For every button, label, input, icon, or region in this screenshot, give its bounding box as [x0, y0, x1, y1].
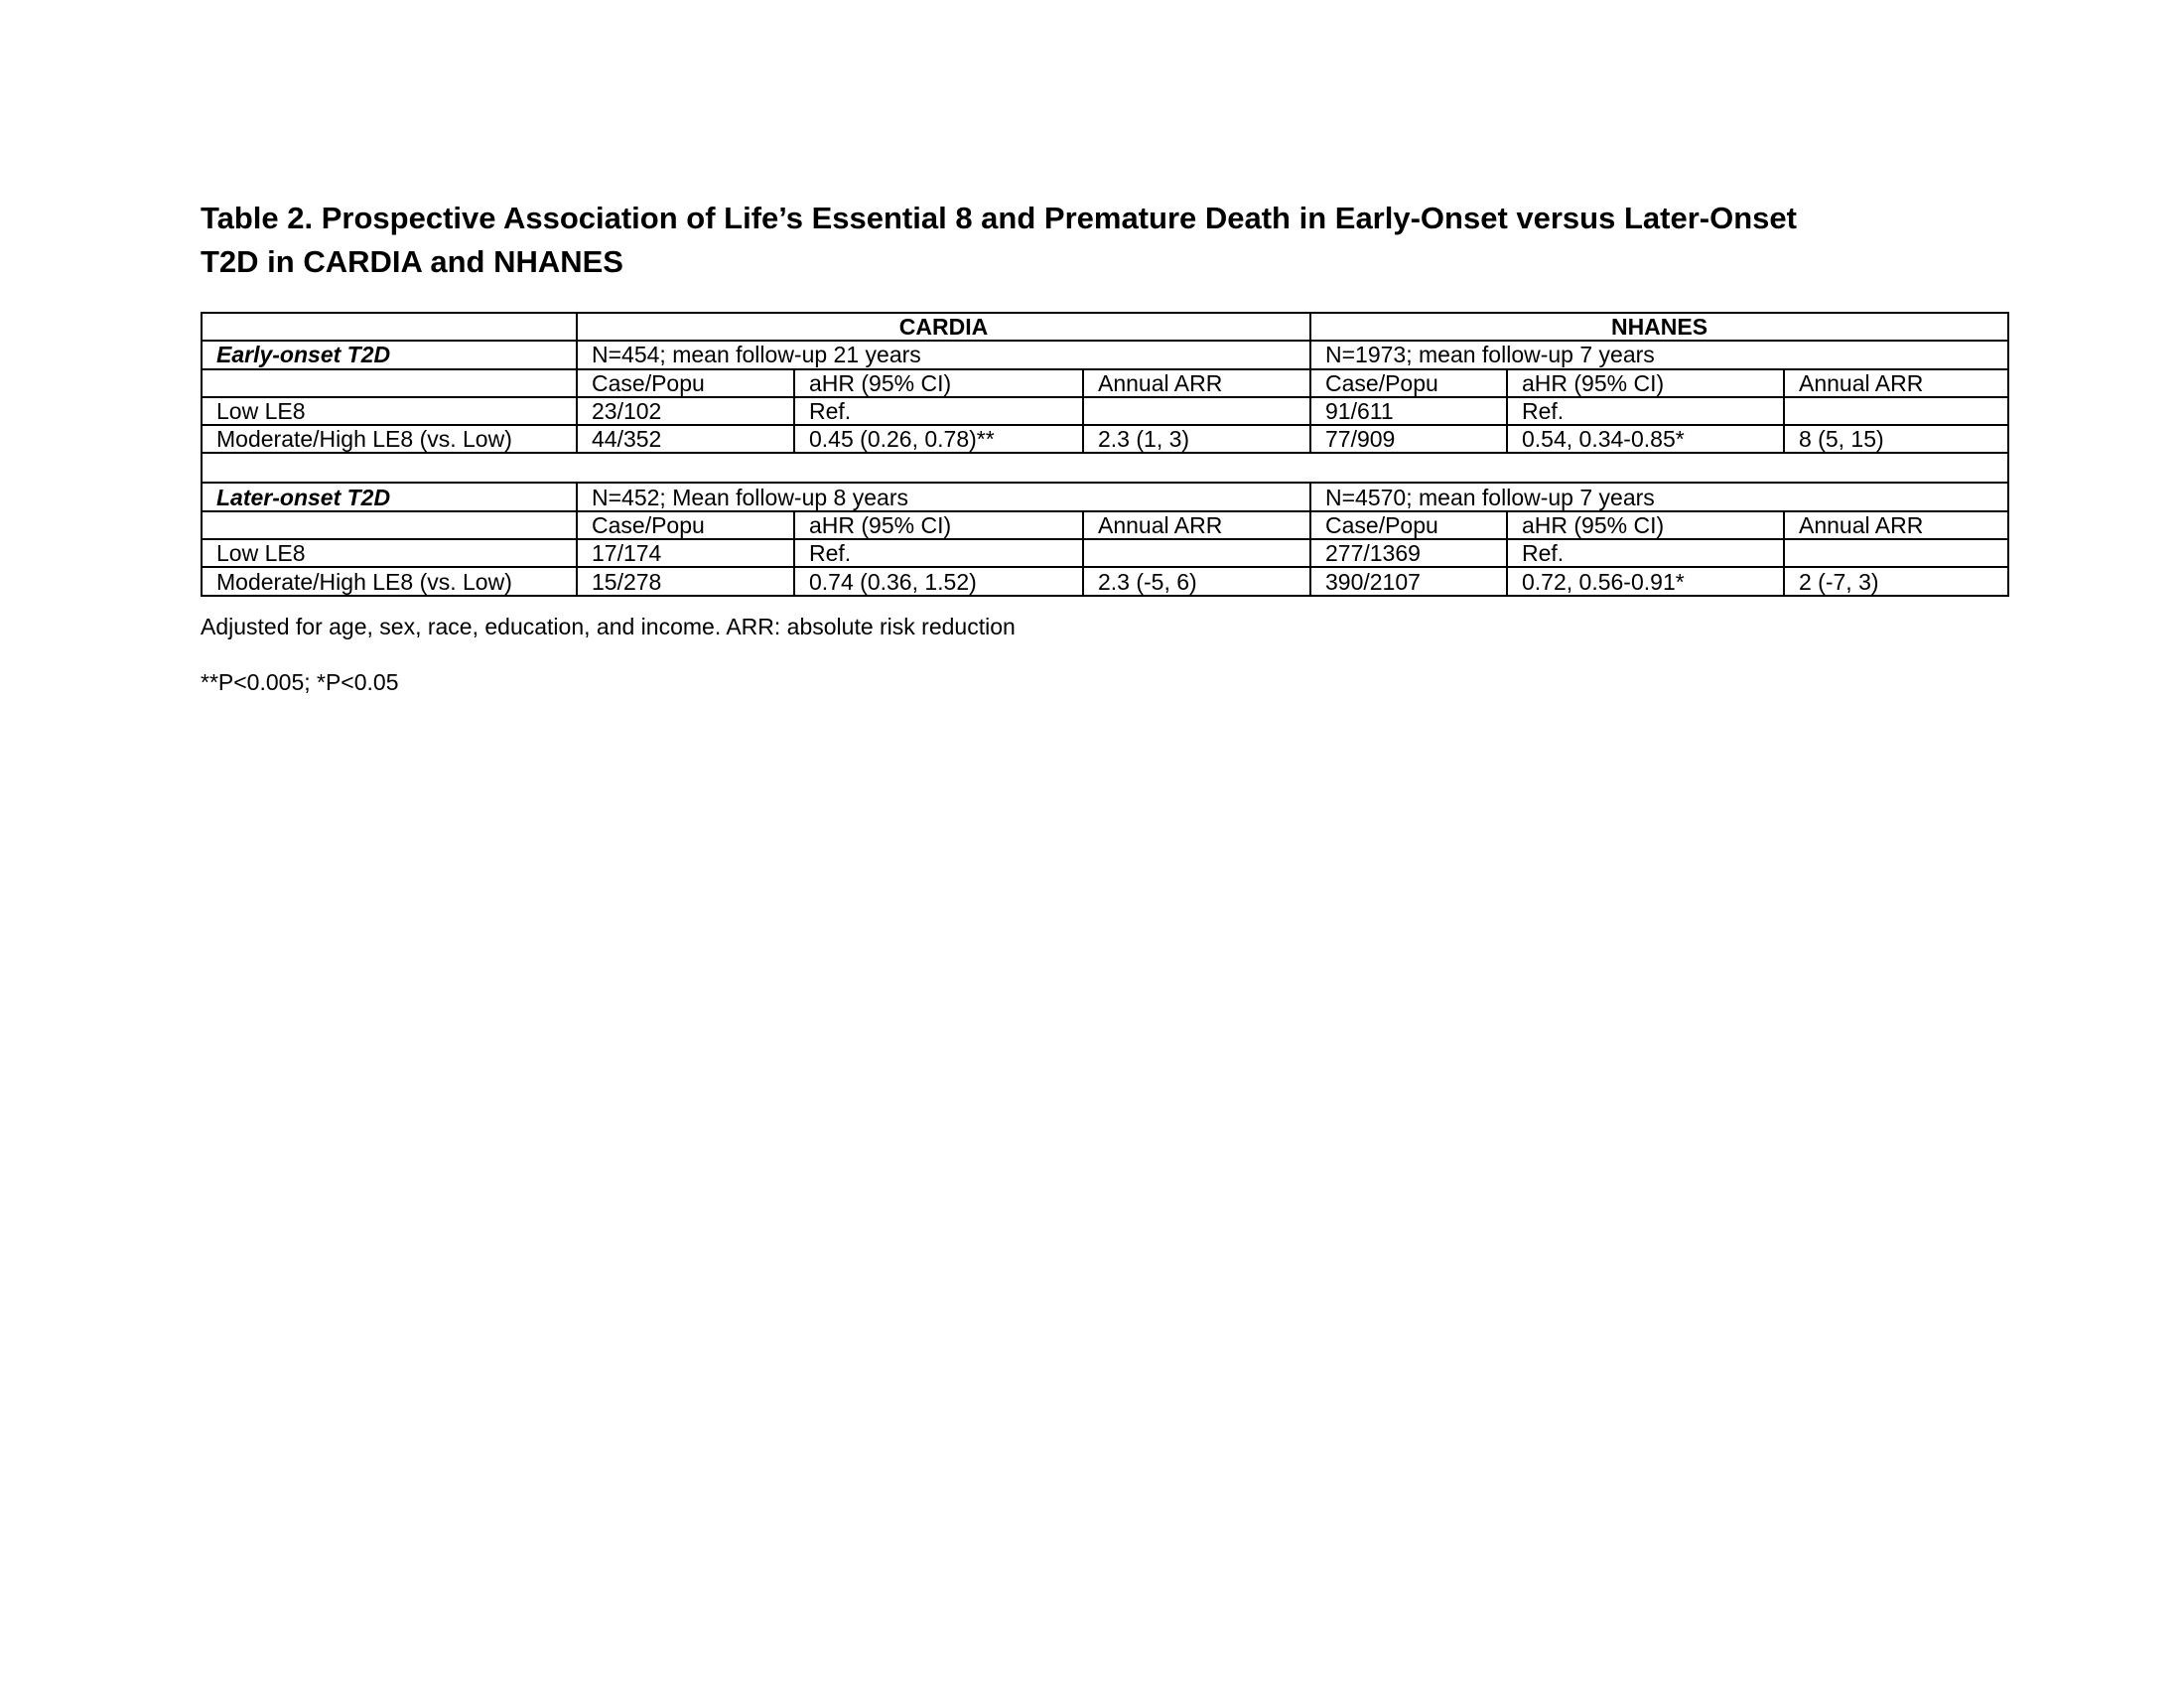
- section-header-row: [202, 341, 2008, 368]
- column-header: aHR (95% CI): [794, 511, 1083, 539]
- table-cell: [1784, 397, 2008, 425]
- row-label: Moderate/High LE8 (vs. Low): [202, 425, 577, 453]
- table-cell: Ref.: [1507, 397, 1784, 425]
- cohort-header-cardia: CARDIA: [577, 313, 1310, 341]
- table-title: [201, 197, 2027, 284]
- empty-cell: [202, 453, 2008, 483]
- cohort-header-nhanes: NHANES: [1310, 313, 2008, 341]
- table-row: [202, 539, 2008, 567]
- column-header: Case/Popu: [577, 369, 794, 397]
- significance-footnote: **P<0.005; *P<0.05: [201, 669, 399, 695]
- cardia-sample-info: N=452; Mean follow-up 8 years: [577, 483, 1310, 510]
- table-cell: 0.54, 0.34-0.85*: [1507, 425, 1784, 453]
- column-header: Annual ARR: [1083, 511, 1310, 539]
- table-cell: 2.3 (-5, 6): [1083, 567, 1310, 595]
- cohort-header-row: [202, 313, 2008, 341]
- table-title-line-1: Table 2. Prospective Association of Life’s Essential 8 and Premature Death in Early-Onset versus Later-Onset: [201, 201, 1797, 235]
- table-cell: 77/909: [1310, 425, 1507, 453]
- nhanes-sample-info: N=1973; mean follow-up 7 years: [1310, 341, 2008, 368]
- table-cell: 2 (-7, 3): [1784, 567, 2008, 595]
- table-cell: 390/2107: [1310, 567, 1507, 595]
- table-cell: 277/1369: [1310, 539, 1507, 567]
- row-label: Low LE8: [202, 539, 577, 567]
- table-cell: 91/611: [1310, 397, 1507, 425]
- column-header-row: [202, 369, 2008, 397]
- section-header-row: [202, 483, 2008, 510]
- section-label: Early-onset T2D: [202, 341, 577, 368]
- column-header: Annual ARR: [1784, 369, 2008, 397]
- table-cell: 0.45 (0.26, 0.78)**: [794, 425, 1083, 453]
- column-header: aHR (95% CI): [1507, 369, 1784, 397]
- nhanes-sample-info: N=4570; mean follow-up 7 years: [1310, 483, 2008, 510]
- section-label: Later-onset T2D: [202, 483, 577, 510]
- table-cell: 0.72, 0.56-0.91*: [1507, 567, 1784, 595]
- column-header: Annual ARR: [1784, 511, 2008, 539]
- column-header: Case/Popu: [1310, 511, 1507, 539]
- table-row: [202, 567, 2008, 595]
- table-cell: 17/174: [577, 539, 794, 567]
- table-cell: Ref.: [794, 539, 1083, 567]
- table-cell: 15/278: [577, 567, 794, 595]
- spacer-row: [202, 453, 2008, 483]
- table-title-line-2: T2D in CARDIA and NHANES: [201, 244, 623, 279]
- empty-cell: [202, 313, 577, 341]
- column-header: Annual ARR: [1083, 369, 1310, 397]
- adjustment-footnote: Adjusted for age, sex, race, education, and income. ARR: absolute risk reduction: [201, 614, 1016, 639]
- table-cell: 0.74 (0.36, 1.52): [794, 567, 1083, 595]
- row-label: Moderate/High LE8 (vs. Low): [202, 567, 577, 595]
- table-cell: [1083, 539, 1310, 567]
- results-table: [201, 312, 2009, 597]
- empty-cell: [202, 369, 577, 397]
- table-cell: 8 (5, 15): [1784, 425, 2008, 453]
- table-cell: Ref.: [1507, 539, 1784, 567]
- table-cell: 23/102: [577, 397, 794, 425]
- column-header-row: [202, 511, 2008, 539]
- column-header: aHR (95% CI): [794, 369, 1083, 397]
- column-header: Case/Popu: [1310, 369, 1507, 397]
- table-cell: Ref.: [794, 397, 1083, 425]
- cardia-sample-info: N=454; mean follow-up 21 years: [577, 341, 1310, 368]
- table-row: [202, 425, 2008, 453]
- table-cell: [1083, 397, 1310, 425]
- table-cell: 2.3 (1, 3): [1083, 425, 1310, 453]
- empty-cell: [202, 511, 577, 539]
- table-row: [202, 397, 2008, 425]
- table-cell: 44/352: [577, 425, 794, 453]
- table-cell: [1784, 539, 2008, 567]
- column-header: aHR (95% CI): [1507, 511, 1784, 539]
- column-header: Case/Popu: [577, 511, 794, 539]
- row-label: Low LE8: [202, 397, 577, 425]
